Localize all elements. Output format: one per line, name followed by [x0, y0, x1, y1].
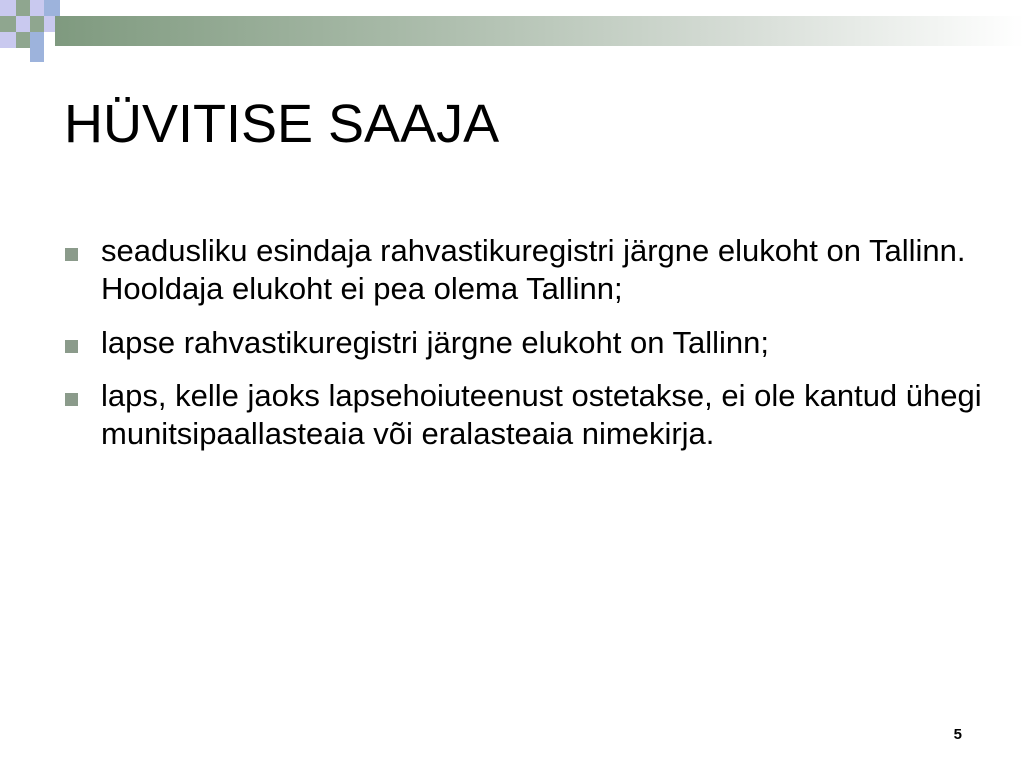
- bullet-square-icon: [65, 248, 78, 261]
- bullet-item: [64, 232, 984, 308]
- decor-square: [30, 32, 44, 48]
- header-decoration: [0, 0, 1024, 64]
- decor-square: [0, 32, 16, 48]
- bullet-text: seadusliku esindaja rahvastikuregistri järgne elukoht on Tallinn. Hooldaja elukoht ei pea olema Tallinn;: [101, 233, 966, 306]
- bullet-square-icon: [65, 340, 78, 353]
- bullet-text: laps, kelle jaoks lapsehoiuteenust ostetakse, ei ole kantud ühegi munitsipaallasteaia või eralasteaia nimekirja.: [101, 378, 982, 452]
- header-gradient-bar: [55, 16, 1024, 46]
- decor-square: [30, 48, 44, 62]
- bullet-list: [64, 232, 984, 469]
- decor-square: [16, 16, 30, 32]
- decor-square: [0, 16, 16, 32]
- slide-title: HÜVITISE SAAJA: [64, 94, 500, 154]
- decor-square: [30, 0, 44, 16]
- decor-square: [0, 0, 16, 16]
- decor-square: [44, 0, 60, 16]
- bullet-text: lapse rahvastikuregistri järgne elukoht on Tallinn;: [101, 324, 770, 360]
- decor-square: [16, 0, 30, 16]
- bullet-item: [64, 324, 984, 362]
- decor-square: [30, 16, 44, 32]
- decor-square: [16, 32, 30, 48]
- bullet-item: [64, 377, 984, 453]
- slide-number: 5: [953, 726, 962, 743]
- bullet-square-icon: [65, 393, 78, 406]
